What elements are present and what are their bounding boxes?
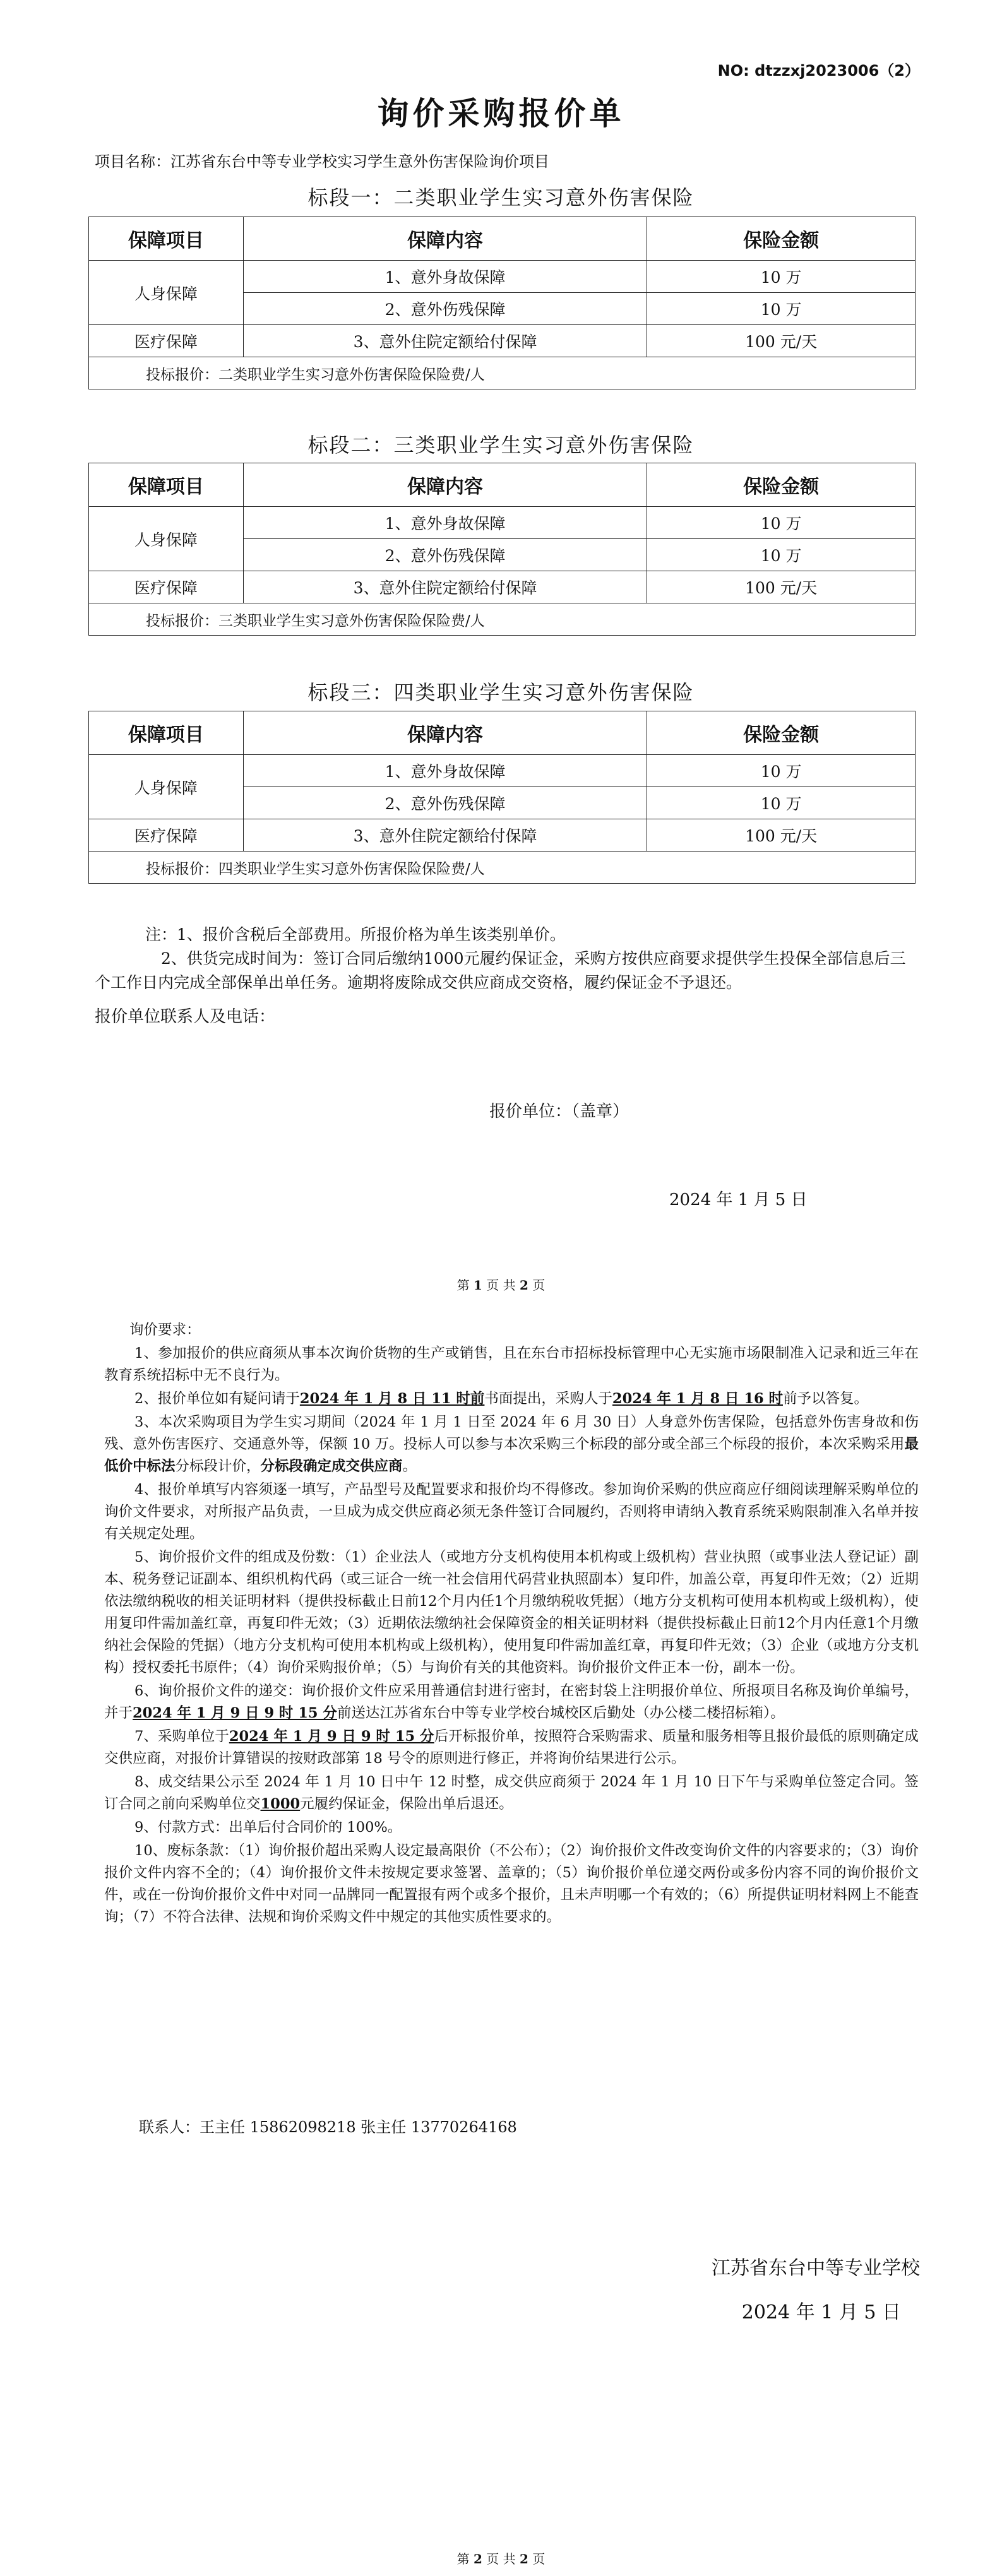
requirement-9: 9、付款方式：出单后付合同价的 100%。 [134,1819,402,1836]
page-total: 2 [520,1278,528,1293]
req-deadline: 2024 年 1 月 8 日 11 时前 [299,1391,485,1407]
req-text: 。 [402,1458,417,1475]
amount-cell: 10 万 [647,261,916,293]
amount-cell: 100 元/天 [647,325,916,357]
requirement-10: 10、废标条款：（1）询价报价超出采购人设定最高限价（不公布）；（2）询价报价文件改变询价文件的内容要求的；（3）询价报价文件内容不全的；（4）询价报价文件未按规定要求签署、盖章的；（5）询价报价单位递交两份或多份内容不同的询价报价文件，或在一份询价报价文件中对同一品牌同一配置报有两个或多个报价，且未声明哪一个有效的；（6）所提供证明材料网上不能查询；（7）不符合法律、法规和询价采购文件中规定的其他实质性要求的。 [104,1843,919,1925]
requirement-1: 1、参加报价的供应商须从事本次询价货物的生产或销售，且在东台市招标投标管理中心无实施市场限制准入记录和近三年在教育系统招标中无不良行为。 [104,1345,919,1384]
table-row [89,507,916,539]
footer-text: 页 [528,2551,546,2567]
category-cell: 人身保障 [89,507,244,571]
requirements-heading: 询价要求： [129,1322,201,1338]
lot-1-table [88,217,916,389]
req-text: 2、报价单位如有疑问请于 [134,1391,300,1407]
req-text: 前予以答复。 [783,1391,869,1407]
amount-cell: 100 元/天 [647,819,916,852]
req-text: 后开标报价单，按照符合采购需求、质量和服务相等且报价最低的原则确定成交供应商，对报价计算错误的按财政部第 18 号令的原则进行修正，并将询价结果进行公示。 [104,1728,919,1767]
header-content: 保障内容 [243,711,647,755]
req-text: 7、采购单位于 [134,1728,229,1745]
req-text: 8、成交结果公示至 2024 年 1 月 10 日中午 12 时整，成交供应商须于 2024 年 1 月 10 日下午与采购单位签定合同。签订合同之前向采购单位交 [104,1774,919,1812]
requirement-3 [104,1411,919,1478]
footer-text: 第 [456,2551,474,2567]
category-cell: 人身保障 [89,755,244,819]
req-emphasis: 分标段确定成交供应商 [260,1458,403,1475]
unit-label: 报价单位：（盖章） [489,1102,629,1121]
header-content: 保障内容 [243,217,647,261]
lot-1-title: 标段一：二类职业学生实习意外伤害保险 [307,186,695,210]
lot-2-table [88,463,916,636]
page-title: 询价采购报价单 [377,95,625,132]
footer-text: 页 [528,1278,546,1293]
content-cell: 2、意外伤残保障 [243,293,647,325]
table-header-row [89,711,916,755]
category-cell: 人身保障 [89,261,244,325]
table-row [89,819,916,852]
requirement-6 [104,1680,919,1724]
contacts: 联系人：王主任 15862098218 张主任 13770264168 [139,2118,517,2136]
content-cell: 3、意外住院定额给付保障 [243,571,647,603]
requirement-2 [104,1388,919,1410]
req-text: 元履约保证金，保险出单后退还。 [300,1796,513,1812]
content-cell: 3、意外住院定额给付保障 [243,819,647,852]
req-text: 3、本次采购项目为学生实习期间（2024 年 1 月 1 日至 2024 年 6 月 30 日）人身意外伤害保险，包括意外伤害身故和伤残、意外伤害医疗、交通意外等，保额 10 万。投标人可以参与本次采购三个标段的部分或全部三个标段的报价，本次采购采用 [104,1414,919,1452]
header-amount: 保险金额 [647,463,916,507]
req-deadline: 2024 年 1 月 9 日 9 时 15 分 [133,1705,337,1721]
note-2: 2、供货完成时间为：签订合同后缴纳1000元履约保证金，采购方按供应商要求提供学生投保全部信息后三个工作日内完成全部保单出单任务。逾期将废除成交供应商成交资格，履约保证金不予退还。 [95,949,906,992]
content-cell: 1、意外身故保障 [243,261,647,293]
req-text: 分标段计价， [175,1458,261,1475]
content-cell: 3、意外住院定额给付保障 [243,325,647,357]
req-text: 前送达江苏省东台中等专业学校台城校区后勤处（办公楼二楼招标箱）。 [337,1705,785,1721]
note-1: 注：1、报价含税后全部费用。所报价格为单生该类别单价。 [145,925,566,944]
amount-cell: 10 万 [647,787,916,819]
header-category: 保障项目 [89,711,244,755]
header-category: 保障项目 [89,217,244,261]
content-cell: 2、意外伤残保障 [243,787,647,819]
header-amount: 保险金额 [647,217,916,261]
header-amount: 保险金额 [647,711,916,755]
table-header-row [89,463,916,507]
page-footer-2 [0,2549,1002,2567]
footer-text: 第 [456,1278,474,1293]
quote-row [89,852,916,884]
amount-cell: 10 万 [647,293,916,325]
amount-cell: 100 元/天 [647,571,916,603]
footer-text: 页 共 [482,1278,520,1293]
requirement-7 [104,1726,919,1770]
req-emphasis: 最低价中标法 [104,1436,919,1475]
amount-cell: 10 万 [647,539,916,571]
amount-cell: 10 万 [647,755,916,787]
requirement-5: 5、询价报价文件的组成及份数：（1）企业法人（或地方分支机构使用本机构或上级机构）营业执照（或事业法人登记证）副本、税务登记证副本、组织机构代码（或三证合一统一社会信用代码营业执照副本）复印件，加盖公章，再复印件无效；（2）近期依法缴纳税收的相关证明材料（提供投标截止日前12个月内任1个月缴纳税收凭据）（地方分支机构可使用本机构或上级机构），使用复印件需加盖红章，再复印件无效；（3）近期依法缴纳社会保障资金的相关证明材料（提供投标截止日前12个月内任意1个月缴纳社会保险的凭据）（地方分支机构可使用本机构或上级机构），使用复印件需加盖红章，再复印件无效；（3）企业（或地方分支机构）授权委托书原件；（4）询价采购报价单；（5）与询价有关的其他资料。询价报价文件正本一份，副本一份。 [104,1549,919,1676]
document-number: NO: dtzzxj2023006（2） [717,62,920,80]
page-total: 2 [520,2551,528,2567]
category-cell: 医疗保障 [89,819,244,852]
header-category: 保障项目 [89,463,244,507]
page-number: 2 [474,2551,482,2567]
quote-row [89,357,916,389]
page-number: 1 [474,1278,482,1293]
table-row [89,571,916,603]
content-cell: 2、意外伤残保障 [243,539,647,571]
table-row [89,755,916,787]
requirement-8 [104,1771,919,1815]
req-amount: 1000 [260,1796,301,1812]
quote-row [89,603,916,636]
content-cell: 1、意外身故保障 [243,507,647,539]
table-header-row [89,217,916,261]
lot-3-table [88,711,916,884]
req-deadline: 2024 年 1 月 8 日 16 时 [612,1391,783,1407]
quote-cell: 投标报价：四类职业学生实习意外伤害保险保险费/人 [89,852,916,884]
req-deadline: 2024 年 1 月 9 日 9 时 15 分 [229,1728,434,1745]
category-cell: 医疗保障 [89,571,244,603]
category-cell: 医疗保障 [89,325,244,357]
quote-cell: 投标报价：三类职业学生实习意外伤害保险保险费/人 [89,603,916,636]
lot-2-title: 标段二：三类职业学生实习意外伤害保险 [307,433,695,457]
requirements [104,1319,919,1930]
table-row [89,325,916,357]
table-row [89,261,916,293]
req-text: 6、询价报价文件的递交：询价报价文件应采用普通信封进行密封，在密封袋上注明报价单位、所报项目名称及询价单编号，并于 [104,1683,919,1721]
footer-text: 页 共 [482,2551,520,2567]
project-name: 项目名称：江苏省东台中等专业学校实习学生意外伤害保险询价项目 [95,153,549,170]
header-content: 保障内容 [243,463,647,507]
notes [95,923,916,995]
date-2: 2024 年 1 月 5 日 [741,2301,901,2324]
amount-cell: 10 万 [647,507,916,539]
date-1: 2024 年 1 月 5 日 [669,1190,808,1209]
quote-cell: 投标报价：二类职业学生实习意外伤害保险保险费/人 [89,357,916,389]
page-footer-1 [0,1275,1002,1293]
lot-3-title: 标段三：四类职业学生实习意外伤害保险 [307,680,695,704]
content-cell: 1、意外身故保障 [243,755,647,787]
req-text: 书面提出，采购人于 [484,1391,612,1407]
contact-label: 报价单位联系人及电话： [95,1007,276,1026]
school-name: 江苏省东台中等专业学校 [712,2257,920,2279]
requirement-4: 4、报价单填写内容须逐一填写，产品型号及配置要求和报价均不得修改。参加询价采购的供应商应仔细阅读理解采购单位的询价文件要求，对所报产品负责，一旦成为成交供应商必须无条件签订合同履约，否则将申请纳入教育系统采购限制准入名单并按有关规定处理。 [104,1481,919,1542]
